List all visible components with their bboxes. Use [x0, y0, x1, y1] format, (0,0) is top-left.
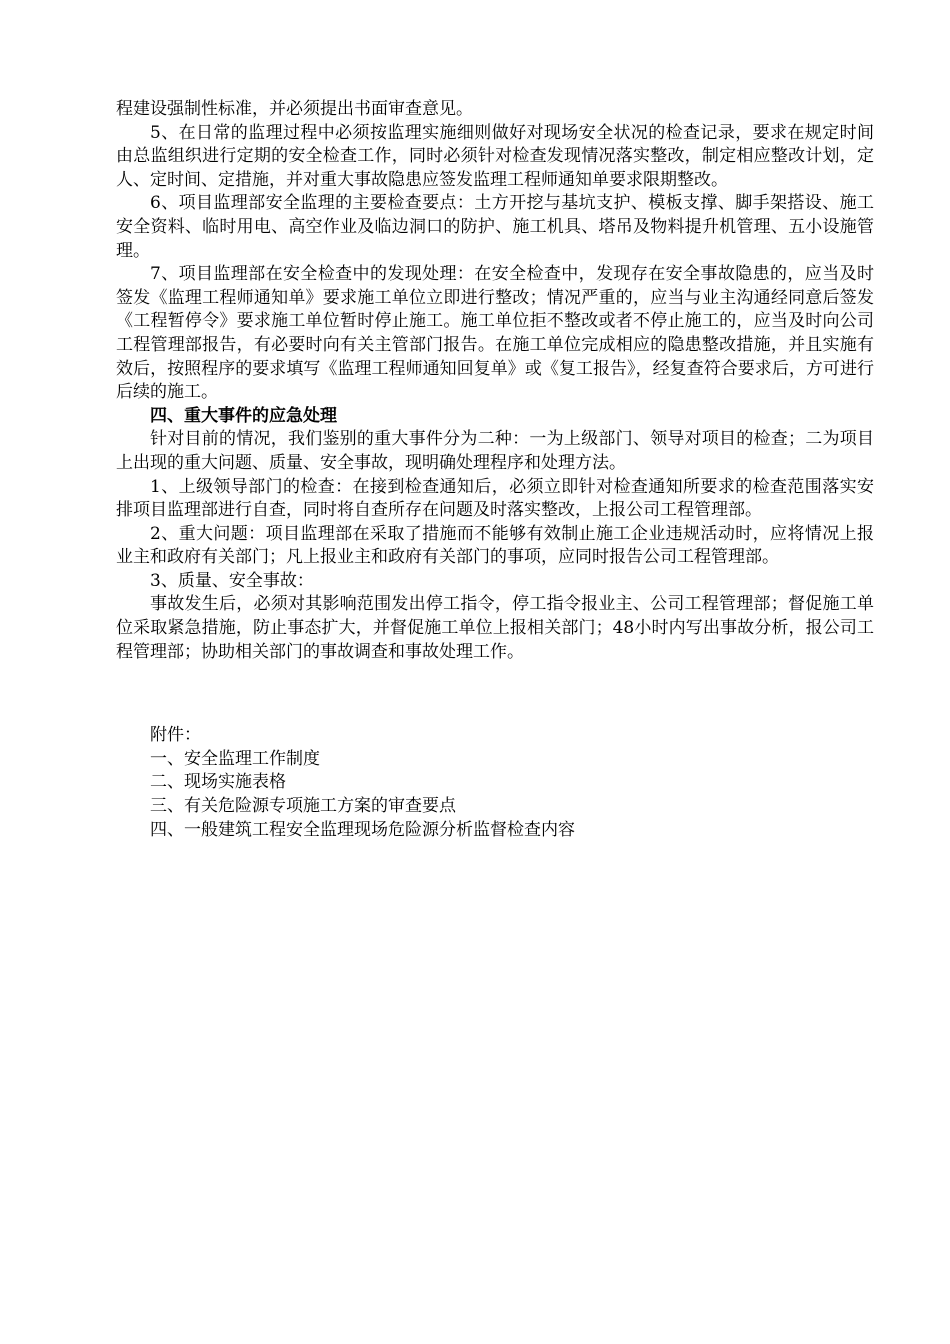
attachments-list	[116, 724, 874, 842]
attachment-item: 一、安全监理工作制度	[150, 748, 320, 769]
attachment-item: 四、一般建筑工程安全监理现场危险源分析监督检查内容	[150, 819, 575, 840]
paragraph-accident-body: 事故发生后，必须对其影响范围发出停工指令，停工指令报业主、公司工程管理部；督促施工单位采取紧急措施，防止事态扩大，并督促施工单位上报相关部门；48小时内写出事故分析，报公司工程管理部；协助相关部门的事故调查和事故处理工作。	[116, 594, 874, 662]
attachment-item: 三、有关危险源专项施工方案的审查要点	[150, 796, 456, 817]
paragraph-intro: 针对目前的情况，我们鉴别的重大事件分为二种：一为上级部门、领导对项目的检查；二为项目上出现的重大问题、质量、安全事故，现明确处理程序和处理方法。	[116, 429, 874, 473]
paragraph-major-issue: 2、重大问题：项目监理部在采取了措施而不能够有效制止施工企业违规活动时，应将情况上报业主和政府有关部门；凡上报业主和政府有关部门的事项，应同时报告公司工程管理部。	[116, 523, 874, 568]
paragraph-item-7: 7、项目监理部在安全检查中的发现处理：在安全检查中，发现存在安全事故隐患的，应当及时签发《监理工程师通知单》要求施工单位立即进行整改；情况严重的，应当与业主沟通经同意后签发《工程暂停令》要求施工单位暂时停止施工。施工单位拒不整改或者不停止施工的，应当及时向公司工程管理部报告，有必要时向有关主管部门报告。在施工单位完成相应的隐患整改措施，并且实施有效后，按照程序的要求填写《监理工程师通知回复单》或《复工报告》，经复查符合要求后，方可进行后续的施工。	[116, 264, 874, 403]
paragraph-accident-heading: 3、质量、安全事故：	[150, 570, 314, 591]
section-heading-emergency: 四、重大事件的应急处理	[150, 405, 337, 426]
paragraph-item-5: 5、在日常的监理过程中必须按监理实施细则做好对现场安全状况的检查记录，要求在规定时间由总监组织进行定期的安全检查工作，同时必须针对检查发现情况落实整改，制定相应整改计划，定人、定时间、定措施，并对重大事故隐患应签发监理工程师通知单要求限期整改。	[116, 122, 874, 190]
document-page	[116, 98, 874, 842]
paragraph-item-6: 6、项目监理部安全监理的主要检查要点：土方开挖与基坑支护、模板支撑、脚手架搭设、施工安全资料、临时用电、高空作业及临边洞口的防护、施工机具、塔吊及物料提升机管理、五小设施管理。	[116, 193, 874, 261]
paragraph-inspection: 1、上级领导部门的检查：在接到检查通知后，必须立即针对检查通知所要求的检查范围落实安排项目监理部进行自查，同时将自查所存在问题及时落实整改，上报公司工程管理部。	[116, 476, 874, 521]
attachment-item: 二、现场实施表格	[150, 772, 286, 793]
paragraph-continuation: 程建设强制性标准，并必须提出书面审查意见。	[116, 99, 473, 119]
attachments-title: 附件：	[150, 725, 201, 746]
